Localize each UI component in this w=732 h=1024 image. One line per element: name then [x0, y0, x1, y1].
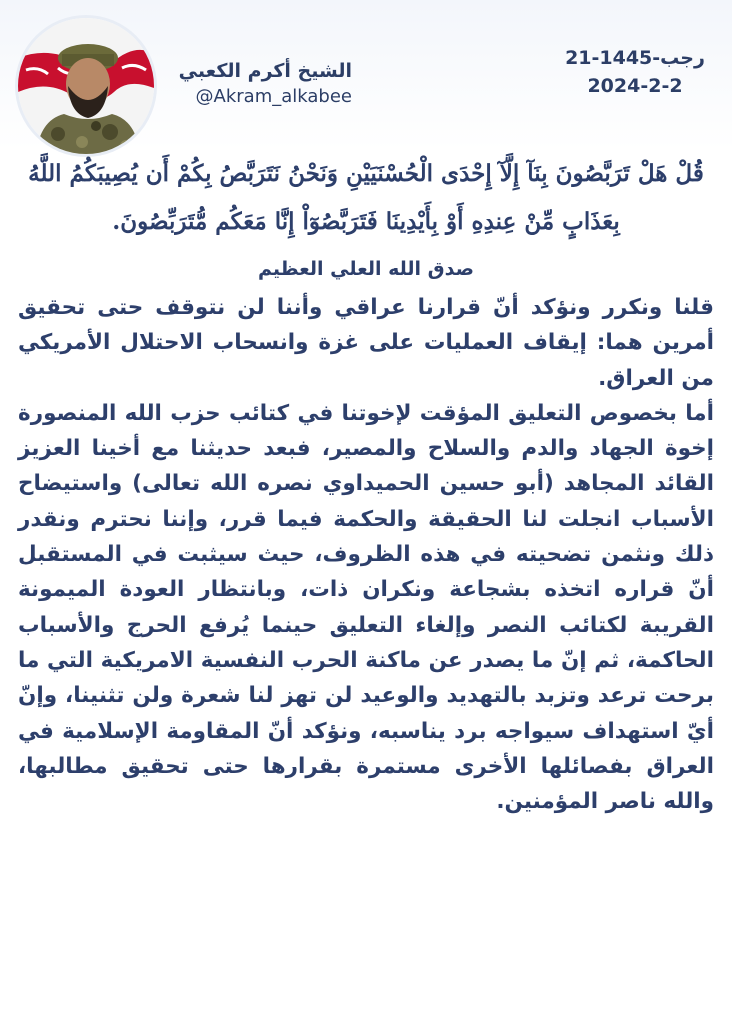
- header: [0, 0, 732, 150]
- date-block: [560, 44, 710, 100]
- verse-closing: صدق الله العلي العظيم: [258, 258, 474, 280]
- avatar: [18, 18, 154, 154]
- author-handle: @Akram_alkabee: [195, 86, 352, 107]
- author-info: [179, 58, 352, 110]
- avatar-image: [18, 18, 154, 154]
- paragraph-1: قلنا ونكرر ونؤكد أنّ قرارنا عراقي وأننا لن نتوقف حتى تحقيق أمرين هما: إيقاف العمليات على غزة وانسحاب الاحتلال الأمريكي من العراق.: [18, 295, 714, 391]
- statement-body: [18, 150, 714, 819]
- author-name: الشيخ أكرم الكعبي: [178, 60, 352, 82]
- date-gregorian: 2024-2-2: [587, 75, 683, 97]
- quran-verse: قُلْ هَلْ تَرَبَّصُونَ بِنَآ إِلَّآ إِحْدَى الْحُسْنَيَيْنِ وَنَحْنُ نَتَرَبَّصُ بِكُمْ أَن يُصِيبَكُمُ اللَّهُ بِعَذَابٍ مِّنْ عِندِهِ أَوْ بِأَيْدِينَا فَتَرَبَّصُوٓاْ إِنَّا مَعَكُم مُّتَرَبِّصُونَ.: [28, 160, 704, 235]
- date-hijri: 21-رجب-1445: [565, 47, 705, 69]
- paragraph-2: أما بخصوص التعليق المؤقت لإخوتنا في كتائب حزب الله المنصورة إخوة الجهاد والدم والسلاح والمصير، فبعد حديثنا مع أخينا العزيز القائد المجاهد (أبو حسين الحميداوي نصره الله تعالى) واستيضاح الأسباب انجلت لنا الحقيقة والحكمة فيما قرر، وإننا نحترم ونقدر ذلك ونثمن تضحيته في هذه الظروف، حيث سيثبت في المستقبل أنّ قراره اتخذه بشجاعة ونكران ذات، وبانتظار العودة الميمونة القريبة لكتائب النصر وإلغاء التعليق حينما يُرفع الحرج والأسباب الحاكمة، ثم إنّ ما يصدر عن ماكنة الحرب النفسية الامريكية التي ما برحت ترعد وتزبد بالتهديد والوعيد لن تهز لنا شعرة ولن تثنينا، وإنّ أيّ استهداف سيواجه برد يناسبه، ونؤكد أنّ المقاومة الإسلامية في العراق بفصائلها الأخرى مستمرة بقرارها حتى تحقيق مطالبها، والله ناصر المؤمنين.: [18, 400, 714, 815]
